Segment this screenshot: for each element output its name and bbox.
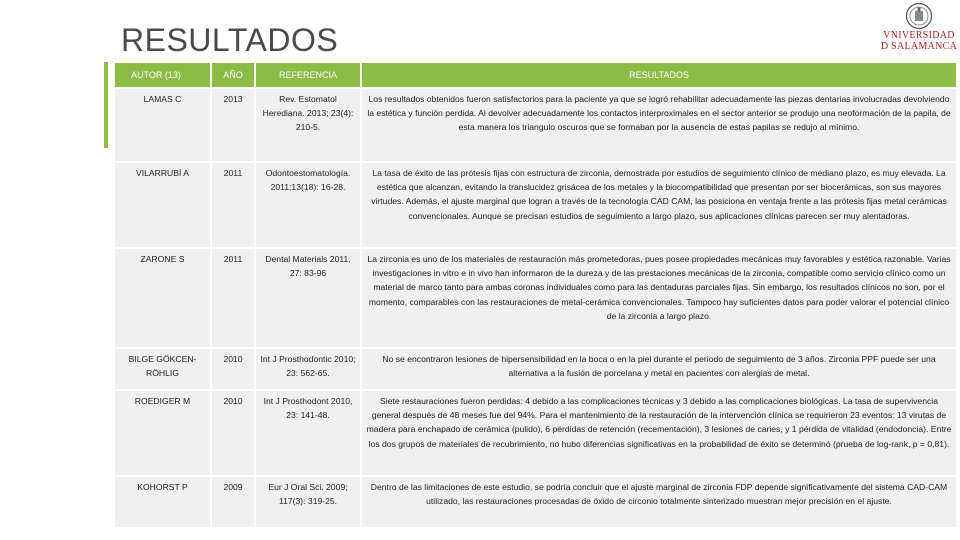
university-logo [880,2,958,64]
table-row [115,391,956,475]
table-row [115,349,956,389]
header-results: RESULTADOS [362,63,956,87]
cell-result: Dentro de las limitaciones de este estudio, se podría concluir que el ajuste marginal de zirconia FDP depende significativamente del sistema CAD-CAM utilizado, las restauraciones procesadas de óxido de circonio totalmente sinterizado muestran mejor precisión en el ajuste. [362,477,956,527]
cell-result: La zirconia es uno de los materiales de restauración más prometedoras, pues posee propiedades mecánicas muy favorables y estética razonable. Varias investigaciones in vitro e in vivo han informaron de la dureza y de las prestaciones mecánicas de la zirconia, compatible como servicio clínico como un material de marco tanto para ambas coronas individuales como para las dentaduras parciales fijas. Sin embargo, los resultados clínicos no son, por el momento, comparables con las restauraciones de metal-cerámica convencionales. Tampoco hay suficientes datos para poder valorar el potencial clínico de la zirconia a largo plazo. [362,249,956,347]
table-row [115,163,956,247]
slide-title: RESULTADOS [121,22,339,58]
table-row [115,477,956,527]
cell-year: 2013 [212,89,254,161]
header-author: AUTOR (13) [115,63,210,87]
cell-reference: Int J Prosthodontic 2010; 23: 562-65. [256,349,360,389]
cell-author: VILARRUBÍ A [115,163,210,247]
university-seal-icon [905,2,933,30]
cell-result: La tasa de éxito de las prótesis fijas con estructura de zirconia, demostrada por estudios de seguimiento clínico de mediano plazo, es muy elevada. La estética que alcanzan, evitando la translucidez grisácea de los metales y la biocompatibilidad que presentan por ser biocerámicas, son sus mayores virtudes. Además, el ajuste marginal que logran a través de la tecnología CAD CAM, las posiciona en ventaja frente a las prótesis fijas metal cerámicas convencionales. Aunque se precisan estudios de seguimiento a largo plazo, sus aplicaciones clínicas parecen ser muy alentadoras. [362,163,956,247]
logo-line-1: VNIVERSIDAD [883,30,955,41]
cell-year: 2010 [212,349,254,389]
header-reference: REFERENCIA [256,63,360,87]
table-row [115,249,956,347]
cell-author: KOHORST P [115,477,210,527]
cell-reference: Eur J Oral Sci. 2009; 117(3): 319-25. [256,477,360,527]
cell-reference: Odontoestomatología. 2011;13(18): 16-28. [256,163,360,247]
cell-author: ROEDIGER M [115,391,210,475]
cell-reference: Dental Materials 2011, 27: 83-96 [256,249,360,347]
title-accent-bar [104,62,108,148]
cell-year: 2009 [212,477,254,527]
table-header-row [115,63,956,87]
cell-result: Los resultados obtenidos fueron satisfactorios para la paciente ya que se logró rehabilitar adecuadamente las piezas dentarias involucradas devolviendo la estética y función perdida. Al devolver adecuadamente los contactos interproximales en el sector anterior se produjo una neoformación de la papila, de esta manera los triangulo oscuros que se formaban por la ausencia de estas papilas se redujo al mínimo. [362,89,956,161]
cell-author: LAMAS C [115,89,210,161]
cell-author: BILGE GÖKCEN-RÖHLIG [115,349,210,389]
cell-year: 2010 [212,391,254,475]
cell-result: Siete restauraciones fueron perdidas: 4 debido a las complicaciones técnicas y 3 debido a las complicaciones biológicas. La tasa de supervivencia general después de 48 meses fue del 94%. Para el mantenimiento de la restauración de la intervención clínica se requirieron 23 eventos: 13 virutas de madera para enchapado de cerámica (pulido), 6 pérdidas de retención (recementación), 3 lesiones de caries, y 1 pérdida de vitalidad (endodoncia). Entre los dos grupos de materiales de recubrimiento, no hubo diferencias significativas en la probabilidad de éxito se determinó (prueba de log-rank, p = 0,81). [362,391,956,475]
cell-reference: Int J Prosthodont 2010, 23: 141-48. [256,391,360,475]
logo-line-2: D SALAMANCA [880,41,958,52]
cell-reference: Rev. Estomatol Herediana. 2013; 23(4): 210-5. [256,89,360,161]
cell-author: ZARONE S [115,249,210,347]
table-row [115,89,956,161]
header-year: AÑO [212,63,254,87]
results-table [113,61,958,529]
cell-year: 2011 [212,249,254,347]
cell-result: No se encontraron lesiones de hipersensibilidad en la boca o en la piel durante el periodo de seguimiento de 3 años. Zirconia PPF puede ser una alternativa a la fusión de porcelana y metal en pacientes con alergias de metal. [362,349,956,389]
cell-year: 2011 [212,163,254,247]
